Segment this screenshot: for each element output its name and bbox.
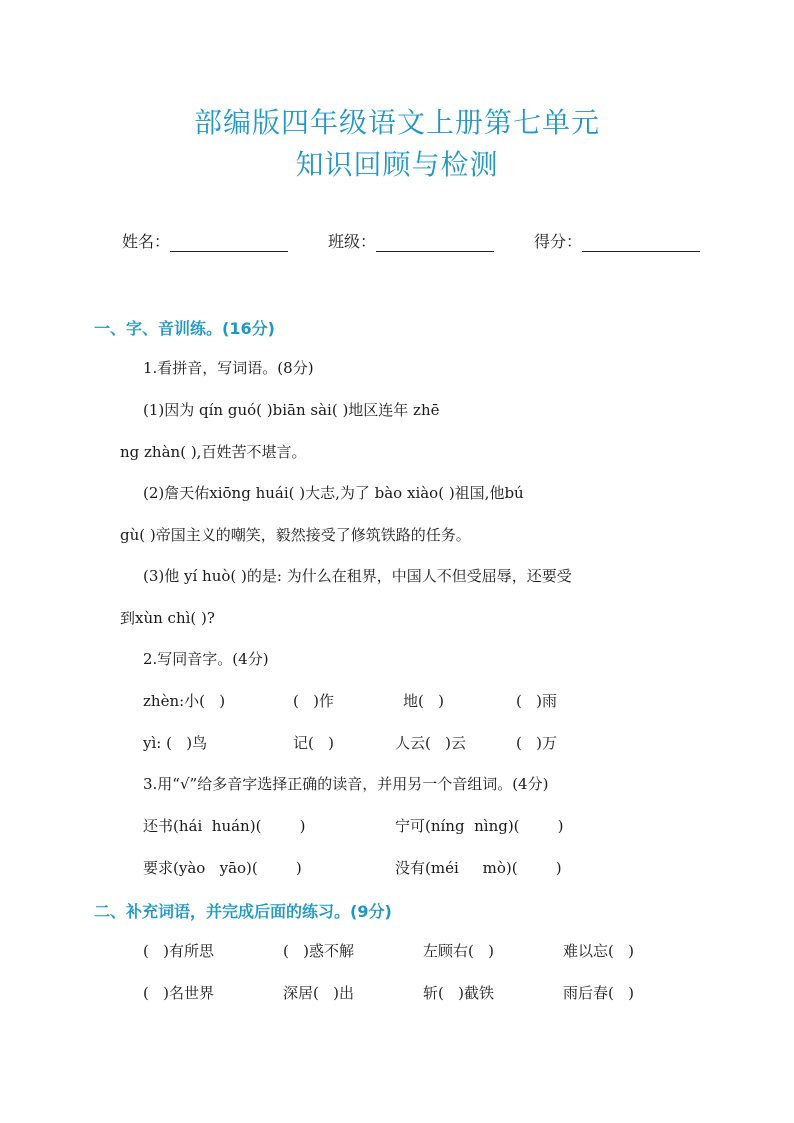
score-field[interactable] (534, 229, 700, 252)
idiom-item: 雨后春( ) (563, 984, 635, 1002)
polyphone-item: 宁可(níng nìng)( ) (395, 817, 564, 835)
question-text: gù( )帝国主义的嘲笑，毅然接受了修筑铁路的任务。 (120, 526, 471, 544)
question-text: (3)他 yí huò( )的是: 为什么在租界，中国人不但受屈辱，还要受 (143, 567, 572, 585)
idiom-item: 难以忘( ) (563, 942, 635, 960)
question-text: 到xùn chì( )? (120, 609, 215, 627)
name-label: 姓名： (122, 232, 171, 251)
class-blank[interactable] (376, 233, 494, 252)
page-title: 部编版四年级语文上册第七单元 (193, 106, 600, 139)
homophone-item: ( )万 (516, 734, 558, 752)
section-heading-1: 一、字、音训练。(16分) (94, 319, 275, 338)
question-text: (1)因为 qín guó( )biān sài( )地区连年 zhē (143, 401, 440, 419)
score-label: 得分： (534, 232, 583, 251)
idiom-item: ( )名世界 (143, 984, 215, 1002)
idiom-item: ( )惑不解 (283, 942, 355, 960)
polyphone-item: 要求(yào yāo)( ) (143, 859, 302, 877)
name-blank[interactable] (170, 233, 288, 252)
homophone-item: 人云( )云 (395, 734, 467, 752)
page-subtitle: 知识回顾与检测 (295, 148, 499, 181)
class-label: 班级： (328, 232, 377, 251)
homophone-item: ( )雨 (516, 692, 558, 710)
homophone-item: ( )作 (293, 692, 335, 710)
question-title-3: 3.用“√”给多音字选择正确的读音，并用另一个音组词。(4分) (143, 775, 549, 793)
score-blank[interactable] (582, 233, 700, 252)
idiom-item: 左顾右( ) (423, 942, 495, 960)
question-text: (2)詹天佑xiōng huái( )大志,为了 bào xiào( )祖国,他bú (143, 484, 524, 502)
question-title-1: 1.看拼音，写词语。(8分) (143, 359, 314, 377)
idiom-item: ( )有所思 (143, 942, 215, 960)
name-field[interactable] (122, 229, 288, 252)
idiom-item: 斩( )截铁 (423, 984, 495, 1002)
homophone-item: zhèn:小( ) (143, 692, 226, 710)
homophone-item: 记( ) (293, 734, 335, 752)
section-heading-2: 二、补充词语，并完成后面的练习。(9分) (94, 902, 392, 921)
homophone-item: 地( ) (403, 692, 445, 710)
class-field[interactable] (328, 229, 494, 252)
polyphone-item: 没有(méi mò)( ) (395, 859, 562, 877)
question-text: ng zhàn( ),百姓苦不堪言。 (120, 443, 307, 461)
homophone-item: yì: ( )鸟 (143, 734, 208, 752)
question-title-2: 2.写同音字。(4分) (143, 650, 269, 668)
idiom-item: 深居( )出 (283, 984, 355, 1002)
polyphone-item: 还书(hái huán)( ) (143, 817, 306, 835)
